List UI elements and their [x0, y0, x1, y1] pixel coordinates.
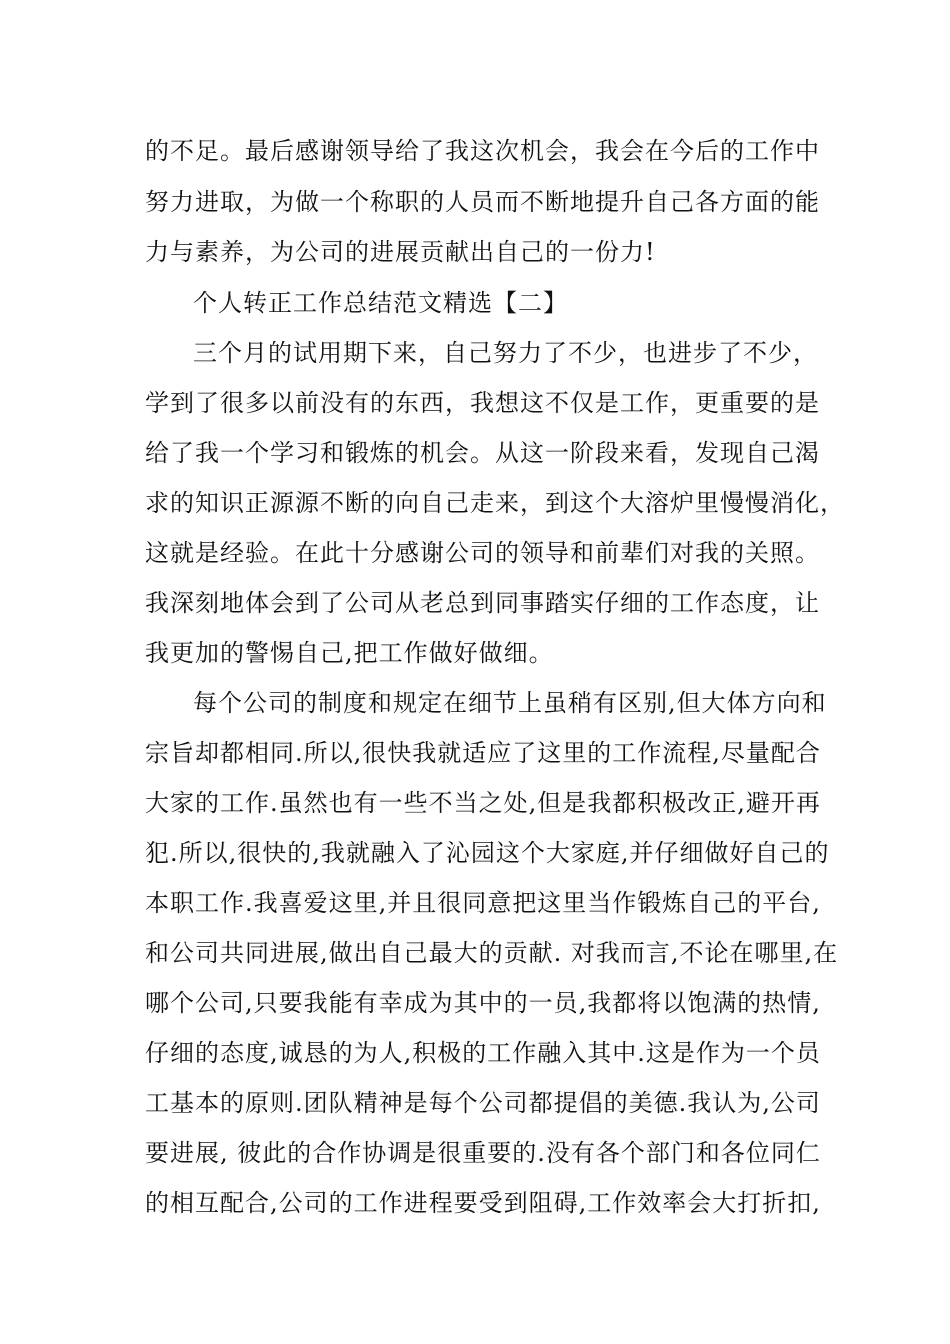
- text-line: 努力进取，为做一个称职的人员而不断地提升自己各方面的能: [145, 188, 820, 216]
- text-line: 力与素养，为公司的进展贡献出自己的一份力!: [145, 238, 656, 266]
- text-line: 这就是经验。在此十分感谢公司的领导和前辈们对我的关照。: [145, 539, 820, 567]
- text-line: 的相互配合,公司的工作进程要受到阻碍,工作效率会大打折扣,: [145, 1189, 821, 1217]
- text-line: 我更加的警惕自己,把工作做好做细。: [145, 639, 554, 667]
- text-line: 哪个公司,只要我能有幸成为其中的一员,我都将以饱满的热情,: [145, 989, 821, 1017]
- text-line: 给了我一个学习和锻炼的机会。从这一阶段来看，发现自己渴: [145, 439, 820, 467]
- text-line: 本职工作.我喜爱这里,并且很同意把这里当作锻炼自己的平台,: [145, 889, 821, 917]
- section-heading: 个人转正工作总结范文精选【二】: [193, 289, 568, 317]
- text-line: 仔细的态度,诚恳的为人,积极的工作融入其中.这是作为一个员: [145, 1039, 821, 1067]
- text-line: 求的知识正源源不断的向自己走来，到这个大溶炉里慢慢消化，: [145, 489, 845, 517]
- text-line: 学到了很多以前没有的东西，我想这不仅是工作，更重要的是: [145, 389, 820, 417]
- text-line: 和公司共同进展,做出自己最大的贡献. 对我而言,不论在哪里,在: [145, 939, 839, 967]
- text-line: 大家的工作.虽然也有一些不当之处,但是我都积极改正,避开再: [145, 789, 821, 817]
- text-line: 宗旨却都相同.所以,很快我就适应了这里的工作流程,尽量配合: [145, 739, 821, 767]
- text-line: 工基本的原则.团队精神是每个公司都提倡的美德.我认为,公司: [145, 1089, 821, 1117]
- text-line: 三个月的试用期下来，自己努力了不少，也进步了不少，: [193, 339, 818, 367]
- text-line: 每个公司的制度和规定在细节上虽稍有区别,但大体方向和: [193, 689, 827, 717]
- text-line: 我深刻地体会到了公司从老总到同事踏实仔细的工作态度，让: [145, 589, 820, 617]
- text-line: 要进展, 彼此的合作协调是很重要的.没有各个部门和各位同仁: [145, 1139, 821, 1167]
- text-line: 犯.所以,很快的,我就融入了沁园这个大家庭,并仔细做好自己的: [145, 839, 830, 867]
- text-line: 的不足。最后感谢领导给了我这次机会，我会在今后的工作中: [145, 137, 820, 165]
